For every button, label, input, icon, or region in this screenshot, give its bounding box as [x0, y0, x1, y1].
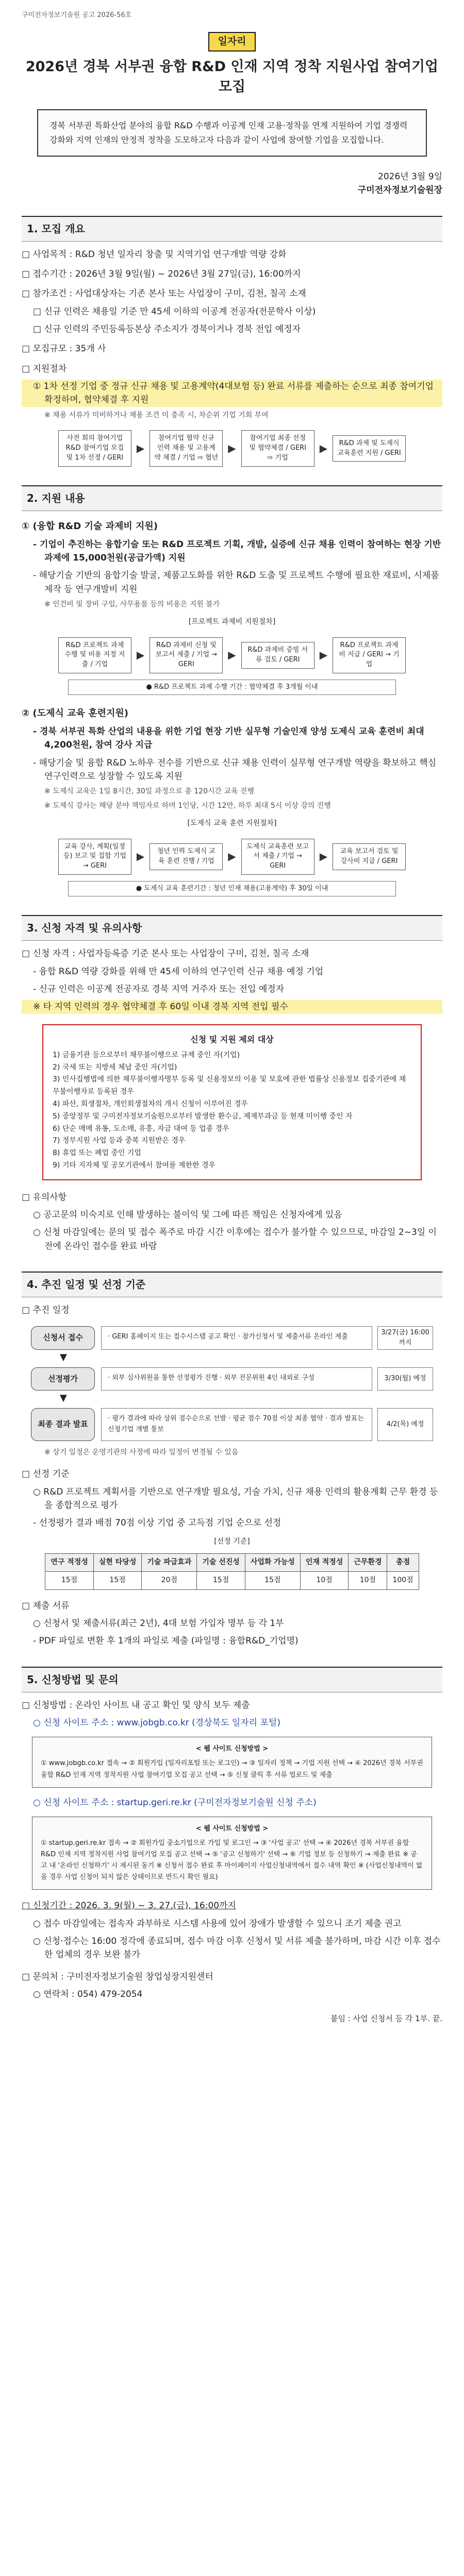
deadline-note: ○ 접수 마감일에는 접속자 과부하로 시스템 사용에 있어 장애가 발생할 수 있으니 조기 제출 권고	[33, 1918, 402, 1929]
s3-caution: □ 유의사항	[22, 1192, 67, 1202]
category-tag: 일자리	[208, 32, 255, 51]
exclusion-item: 8) 휴업 또는 폐업 중인 기업	[53, 1149, 141, 1158]
s5-item: □ 신청방법 : 온라인 사이트 내 공고 확인 및 양식 보두 제출	[22, 1700, 250, 1710]
s2-sub1-flow	[22, 637, 442, 674]
s2-sub2-bar: ● 도제식 교육 훈련기간 : 청년 인재 채용(고용계약) 후 30일 이내	[68, 881, 396, 896]
s1-item: □ 접수기간 : 2026년 3월 9일(월) ~ 2026년 3월 27일(금), 16:00까지	[22, 268, 301, 279]
criteria-cell: 15점	[45, 1571, 94, 1589]
apply-box-text: ① startup.geri.re.kr 접속 → ② 회원가입 중소기업으로 가입 및 로그인 → ③ '사업 공고' 선택 → ④ 2026년 경북 서부권 융합 R&D 인재 지역 정착지원 사업 참여기업 모집 공고 선택 → ⑤ '공고 신청하기' 선택 → ⑥ 기업 정보 등 신청하기 → 제출 완료 ※ 공고 내 '온라인 신청하기' 시 제시된 동기 ※ 신청서 접수 완료 후 마이페이지 사업신청내역에서 접수 내역 확인 ※ (사업신청내역이 없을 경우 사업 신청이 되지 않은 상태이므로 반드시 확인 필요)	[41, 1839, 423, 1882]
s1-item: □ 참가조건 : 사업대상자는 기존 본사 또는 사업장이 구미, 김천, 칠곡 소재	[22, 289, 306, 299]
s1-item: □ 신규 인력은 채용일 기준 만 45세 이하의 이공계 전공자(전문학사 이상)	[33, 306, 316, 317]
s2-sub1-flow-step: R&D 과제비 증빙 서류 검토 / GERI	[241, 642, 314, 669]
section-2-title: 2. 지원 내용	[22, 485, 442, 511]
criteria-cell: 15점	[93, 1571, 142, 1589]
s2-sub2-item: - 해당기술 및 융합 R&D 노하우 전수를 기반으로 신규 채용 인력이 실무형 연구개발 역량을 확보하고 핵심 연구인력으로 성장할 수 있도록 지원	[33, 757, 437, 782]
exclusion-item: 6) 단순 매매 유통, 도소매, 유흥, 자금 대여 등 업종 경우	[53, 1124, 229, 1133]
apply-box-jobgb	[32, 1737, 432, 1787]
schedule-desc: · 외부 심사위원을 통한 선정평가 진행 · 외부 전문위원 4인 내외로 구성	[101, 1367, 372, 1391]
section-1-title: 1. 모집 개요	[22, 216, 442, 242]
s2-sub2-item: - 경북 서부권 특화 산업의 내용을 위한 기업 현장 기반 실무형 기술인재 양성 도제식 교육 훈련비 최대 4,200천원, 참여 강사 지급	[33, 726, 424, 751]
s2-sub2-flow-step: 도제식 교육훈련 보고서 제출 / 기업 → GERI	[241, 839, 314, 875]
criteria-col-header: 근무환경	[349, 1554, 387, 1572]
criteria-col-header: 인재 적정성	[300, 1554, 349, 1572]
s2-sub2-flow-step: 교육 보고서 검토 및 강사비 지급 / GERI	[333, 843, 406, 870]
exclusion-item: 2) 국세 또는 지방세 체납 중인 자(기업)	[53, 1063, 177, 1072]
s3-item: ※ 타 지역 인력의 경우 협약체결 후 60일 이내 경북 지역 전입 필수	[22, 1000, 442, 1013]
s3-item: - 융합 R&D 역량 강화를 위해 만 45세 이하의 연구인력 신규 채용 예정 기업	[33, 966, 324, 977]
criteria-cell: 10점	[349, 1571, 387, 1589]
intro-box: 경북 서부권 특화산업 분야의 융합 R&D 수행과 이공계 인재 고용·정착을 연계 지원하여 기업 경쟁력 강화와 지역 인재의 안정적 정착을 도모하고자 다음과 같이 사업에 참여할 기업을 모집합니다.	[37, 109, 427, 157]
s2-sub2-note: ※ 도제식 강사는 해당 분야 책임자로 하며 1인당, 시간 12만, 하루 최대 5시 이상 강의 진행	[44, 802, 331, 810]
schedule-desc: · 평가 결과에 따라 상위 점수순으로 선발 · 평균 점수 70점 이상 최종 협약 · 결과 발표는 신청기업 개별 통보	[101, 1408, 372, 1441]
s2-sub1-title: ① (융합 R&D 기술 과제비 지원)	[22, 520, 158, 532]
s1-item: □ 사업목적 : R&D 청년 일자리 창출 및 지역기업 연구개발 역량 강화	[22, 249, 287, 260]
section-5-title: 5. 신청방법 및 문의	[22, 1667, 442, 1692]
criteria-item: ○ R&D 프로젝트 계획서를 기반으로 연구개발 필요성, 기술 가치, 신규 채용 인력의 활용계획 근무 환경 등을 종합적으로 평가	[33, 1486, 438, 1511]
announce-org: 구미전자정보기술원장	[357, 185, 442, 196]
s2-sub2-flow-step: 교육 강사, 계획(일정 등) 보고 및 집합 기업 → GERI	[58, 839, 131, 875]
site-link-jobgb[interactable]: ○ 신청 사이트 주소 : www.jobgb.co.kr (경상북도 일자리 포털)	[33, 1718, 280, 1728]
page-title: 2026년 경북 서부권 융합 R&D 인재 지역 정착 지원사업 참여기업 모집	[25, 58, 439, 95]
schedule-label: 신청서 접수	[31, 1326, 95, 1349]
exclusion-item: 9) 기타 지자체 및 공모기관에서 참여를 제한한 경우	[53, 1161, 216, 1170]
s1-step-note: ① 1차 선정 기업 중 정규 신규 채용 및 고용계약(4대보험 등) 완료 서류를 제출하는 순으로 최종 참여기업 확정하며, 협약체결 후 지원	[22, 380, 442, 407]
exclusion-item: 7) 정부지원 사업 등과 중복 지원받은 경우	[53, 1137, 186, 1145]
s3-item: - 신규 인력은 이공계 전공자로 경북 지역 거주자 또는 전입 예정자	[33, 984, 285, 994]
s2-sub2-flow	[22, 839, 442, 875]
s1-flow-step: 참여기업 최종 선정 및 협약체결 / GERI ⇨ 기업	[241, 430, 314, 467]
s1-item: □ 신규 인력의 주민등록등본상 주소지가 경북이거나 경북 전입 예정자	[33, 324, 301, 334]
s1-item: □ 지원절차	[22, 363, 67, 374]
arrow-right-icon: ▶	[136, 442, 145, 455]
s2-sub2-note: ※ 도제식 교육은 1일 8시간, 30일 과정으로 총 120시간 교육 진행	[44, 787, 255, 796]
apply-box-text: ① www.jobgb.co.kr 접속 → ② 회원가입 (일자리포털 또는 로그인) → ③ 일자리 정책 → 기업 지원 선택 → ④ 2026년 경북 서부권 융합 R&D 인재 지역 정착지원 사업 참여기업 모집 공고 선택 → ⑤ 신청 클릭 후 서류 업로드 및 제출	[41, 1759, 423, 1779]
s3-caution: ○ 신청 마감일에는 문의 및 접수 폭주로 마감 시간 이후에는 접수가 불가할 수 있으므로, 마감일 2~3일 이전에 온라인 접수를 완료 바람	[33, 1227, 437, 1251]
criteria-col-header: 실현 타당성	[93, 1554, 142, 1572]
announce-date: 2026년 3월 9일	[378, 171, 442, 182]
exclusion-item: 5) 중앙정부 및 구미전자정보기술원으로부터 발생한 환수금, 제재부과금 등 현재 미이행 중인 자	[53, 1112, 353, 1121]
arrow-right-icon: ▶	[136, 649, 145, 662]
agency-header: 구미전자정보기술원 공고 2026-56호	[22, 11, 132, 19]
s1-item: □ 모집규모 : 35개 사	[22, 344, 106, 354]
s2-sub1-bar: ● R&D 프로젝트 과제 수행 기간 : 협약체결 후 3개월 이내	[68, 680, 396, 695]
s2-sub1-flow-step: R&D 프로젝트 과제 수행 및 비용 지정 지출 / 기업	[58, 637, 131, 674]
s1-flow-step: R&D 과제 및 도제식 교육훈련 지원 / GERI	[333, 435, 406, 462]
s2-sub1-item: - 기업이 추진하는 융합기술 또는 R&D 프로젝트 기획, 개발, 실증에 신규 채용 인력이 참여하는 현장 기반 과제에 15,000천원(공급가액) 지원	[33, 539, 441, 564]
section-3-title: 3. 신청 자격 및 유의사항	[22, 915, 442, 941]
s2-sub1-flow-step: R&D 과제비 신청 및 보고서 제출 / 기업 → GERI	[150, 637, 223, 674]
s1-flow	[22, 430, 442, 467]
s2-sub1-caption: [프로젝트 과제비 지원절차]	[188, 617, 276, 626]
exclusion-item: 4) 파산, 회생절차, 개인회생절차의 개시 신청이 이루어진 경우	[53, 1099, 248, 1108]
s1-flow-step: 참여기업 협약 신규 인력 채용 및 고용계약 체결 / 기업 ⇨ 협년	[150, 430, 223, 467]
criteria-table-row	[45, 1571, 419, 1589]
criteria-col-header: 기술 선진성	[197, 1554, 245, 1572]
s1-step-sub: ※ 채용 서류가 미비하거나 채용 조건 미 충족 시, 차순위 기업 기회 부여	[44, 411, 269, 419]
arrow-right-icon: ▶	[319, 649, 328, 662]
criteria-col-header: 연구 적정성	[45, 1554, 94, 1572]
docs-item: ○ 신청서 및 제출서류(최근 2년), 4대 보험 가입자 명부 등 각 1부	[33, 1618, 284, 1629]
schedule-label: 최종 결과 발표	[31, 1408, 95, 1441]
criteria-cell: 15점	[197, 1571, 245, 1589]
criteria-table	[45, 1553, 419, 1589]
exclusion-item: 1) 금융기관 등으로부터 채무불이행으로 규제 중인 자(기업)	[53, 1050, 240, 1059]
criteria-item: - 선정평가 결과 배점 70점 이상 기업 중 고득점 기업 순으로 선정	[33, 1518, 281, 1529]
criteria-cell: 10점	[300, 1571, 349, 1589]
s2-sub1-item: - 해당기술 기반의 융합기술 발굴, 제품고도화를 위한 R&D 도출 및 프로젝트 수행에 필요한 재료비, 시제품 제작 등 연구개발비 지원	[33, 570, 439, 595]
criteria-table-caption: [선정 기준]	[214, 1537, 250, 1546]
arrow-down-icon: ▼	[60, 1351, 67, 1363]
section-1-items	[22, 248, 442, 421]
s2-sub1-note: ※ 인건비 및 장비 구입, 사무용품 등의 비용은 지원 불가	[44, 600, 220, 609]
criteria-col-header: 기술 파급효과	[142, 1554, 197, 1572]
arrow-down-icon: ▼	[60, 1392, 67, 1403]
arrow-right-icon: ▶	[319, 442, 328, 455]
criteria-col-header: 사업화 가능성	[245, 1554, 300, 1572]
schedule-date: 4/2(목) 예정	[377, 1408, 433, 1441]
docs-item: - PDF 파일로 변환 후 1개의 파일로 제출 (파일명 : 융합R&D_기업명)	[33, 1636, 299, 1647]
schedule-label: 선정평가	[31, 1367, 95, 1391]
exclusion-item: 3) 민사집행법에 의한 채무불이행자명부 등록 및 신용정보의 이용 및 보호에 관한 법률상 신용정보 집중기관에 채무불이행자로 등록된 경우	[53, 1075, 406, 1096]
exclusion-box	[42, 1024, 422, 1180]
apply-box-title: < 웹 사이트 신청방법 >	[195, 1824, 269, 1833]
deadline-note: ○ 신청·접수는 16:00 정각에 종료되며, 접수 마감 이후 신청서 및 서류 제출 불가하며, 마감 시간 이후 접수한 업체의 경우 보완 불가	[33, 1936, 441, 1960]
schedule-row	[31, 1326, 433, 1349]
schedule-note: ※ 상기 일정은 운영기관의 사정에 따라 일정이 변경될 수 있음	[44, 1448, 239, 1456]
arrow-right-icon: ▶	[319, 850, 328, 863]
deadline: □ 신청기간 : 2026. 3. 9(월) ~ 3. 27.(금), 16:00까지	[22, 1901, 236, 1911]
site-link-geri[interactable]: ○ 신청 사이트 주소 : startup.geri.re.kr (구미전자정보기술원 신청 주소)	[33, 1797, 317, 1808]
criteria-header: □ 선정 기준	[22, 1469, 70, 1480]
arrow-right-icon: ▶	[228, 442, 236, 455]
section-4-title: 4. 추진 일정 및 선정 기준	[22, 1272, 442, 1297]
contact-line: □ 문의처 : 구미전자정보기술원 창업성장지원센터	[22, 1971, 213, 1982]
s2-sub2-caption: [도제식 교육 훈련 지원절차]	[187, 819, 277, 827]
footer-note: 붙임 : 사업 신청서 등 각 1부. 끝.	[330, 2013, 442, 2023]
s2-sub2-flow-step: 청년 인력 도제식 교육 훈련 진행 / 기업	[150, 843, 223, 870]
schedule-row	[31, 1408, 433, 1441]
criteria-table-header-row	[45, 1554, 419, 1572]
schedule-date: 3/30(월) 예정	[377, 1367, 433, 1391]
schedule-header: □ 추진 일정	[22, 1305, 70, 1316]
exclusion-title: 신청 및 지원 제외 대상	[190, 1034, 274, 1044]
s3-caution: ○ 공고문의 미숙지로 인해 발생하는 불이익 및 그에 따른 책임은 신청자에게 있음	[33, 1210, 342, 1221]
criteria-cell: 100점	[387, 1571, 419, 1589]
schedule-date: 3/27(금) 16:00까지	[377, 1326, 433, 1349]
apply-box-geri	[32, 1817, 432, 1890]
arrow-right-icon: ▶	[228, 850, 236, 863]
s2-sub2-title: ② (도제식 교육 훈련지원)	[22, 708, 128, 719]
criteria-cell: 15점	[245, 1571, 300, 1589]
criteria-col-header: 총점	[387, 1554, 419, 1572]
criteria-cell: 20점	[142, 1571, 197, 1589]
s3-item: □ 신청 자격 : 사업자등록증 기준 본사 또는 사업장이 구미, 김천, 칠곡 소재	[22, 948, 309, 959]
docs-header: □ 제출 서류	[22, 1600, 70, 1611]
s2-sub1-flow-step: R&D 프로젝트 과제비 지급 / GERI → 기업	[333, 637, 406, 674]
apply-box-title: < 웹 사이트 신청방법 >	[195, 1745, 269, 1753]
schedule-row	[31, 1367, 433, 1391]
schedule	[31, 1326, 433, 1440]
schedule-desc: · GERI 홈페이지 또는 접수시스템 공고 확인 · 참가신청서 및 제출서류 온라인 제출	[101, 1326, 372, 1349]
arrow-right-icon: ▶	[136, 850, 145, 863]
arrow-right-icon: ▶	[228, 649, 236, 662]
s1-flow-step: 사전 회의 참여기업 R&D 참여기업 모집 및 1차 선정 / GERI	[58, 430, 131, 467]
contact-phone: ○ 연락처 : 054) 479-2054	[33, 1989, 143, 2000]
